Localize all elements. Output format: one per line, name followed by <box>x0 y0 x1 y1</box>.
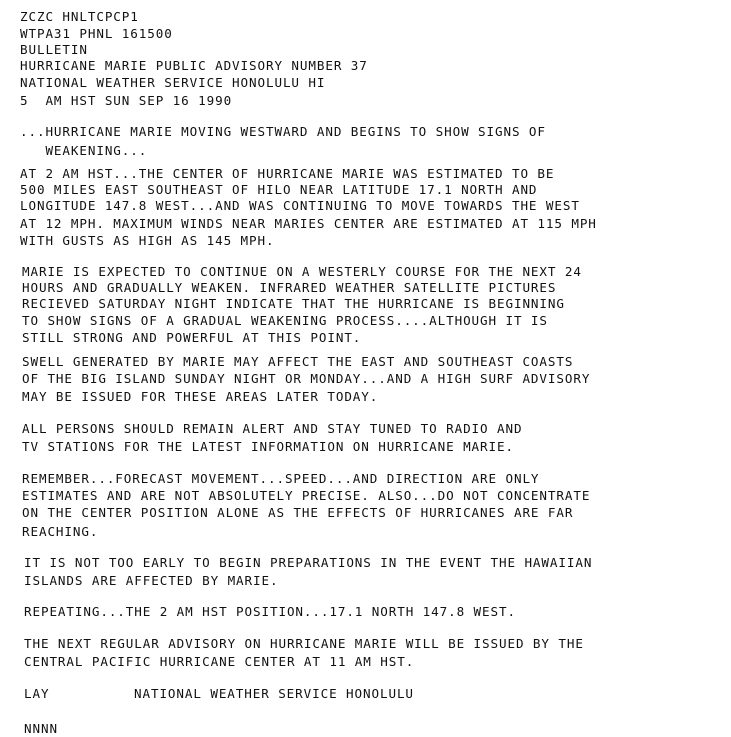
para2-line-4: TO SHOW SIGNS OF A GRADUAL WEAKENING PROCESS....ALTHOUGH IT IS <box>22 313 548 328</box>
para4-line-1: ALL PERSONS SHOULD REMAIN ALERT AND STAY TUNED TO RADIO AND <box>22 421 523 436</box>
para6-line-1: IT IS NOT TOO EARLY TO BEGIN PREPARATIONS IN THE EVENT THE HAWAIIAN <box>24 555 593 570</box>
headline-line-2: WEAKENING... <box>20 143 148 158</box>
header-line-zczc: ZCZC HNLTCPCP1 <box>20 9 139 24</box>
header-line-bulletin: BULLETIN <box>20 42 88 57</box>
advisory-title: HURRICANE MARIE PUBLIC ADVISORY NUMBER 37 <box>20 58 368 73</box>
issuing-office: NATIONAL WEATHER SERVICE HONOLULU HI <box>20 75 326 90</box>
para3-line-1: SWELL GENERATED BY MARIE MAY AFFECT THE EAST AND SOUTHEAST COASTS <box>22 354 574 369</box>
para1-line-4: AT 12 MPH. MAXIMUM WINDS NEAR MARIES CENTER ARE ESTIMATED AT 115 MPH <box>20 216 597 231</box>
para5-line-1: REMEMBER...FORECAST MOVEMENT...SPEED...AND DIRECTION ARE ONLY <box>22 471 540 486</box>
para2-line-2: HOURS AND GRADUALLY WEAKEN. INFRARED WEATHER SATELLITE PICTURES <box>22 280 557 295</box>
para8-line-1: THE NEXT REGULAR ADVISORY ON HURRICANE MARIE WILL BE ISSUED BY THE <box>24 636 584 651</box>
para2-line-5: STILL STRONG AND POWERFUL AT THIS POINT. <box>22 330 362 345</box>
signature-office: NATIONAL WEATHER SERVICE HONOLULU <box>134 686 414 701</box>
end-of-message-marker: NNNN <box>24 721 58 736</box>
para3-line-3: MAY BE ISSUED FOR THESE AREAS LATER TODAY. <box>22 389 379 404</box>
para1-line-1: AT 2 AM HST...THE CENTER OF HURRICANE MARIE WAS ESTIMATED TO BE <box>20 166 555 181</box>
forecaster-initials: LAY <box>24 686 50 701</box>
para1-line-3: LONGITUDE 147.8 WEST...AND WAS CONTINUING TO MOVE TOWARDS THE WEST <box>20 198 580 213</box>
para7-line-1: REPEATING...THE 2 AM HST POSITION...17.1 NORTH 147.8 WEST. <box>24 604 516 619</box>
para1-line-2: 500 MILES EAST SOUTHEAST OF HILO NEAR LATITUDE 17.1 NORTH AND <box>20 182 538 197</box>
headline-line-1: ...HURRICANE MARIE MOVING WESTWARD AND BEGINS TO SHOW SIGNS OF <box>20 124 546 139</box>
issue-time: 5 AM HST SUN SEP 16 1990 <box>20 93 233 108</box>
para5-line-3: ON THE CENTER POSITION ALONE AS THE EFFECTS OF HURRICANES ARE FAR <box>22 505 574 520</box>
para6-line-2: ISLANDS ARE AFFECTED BY MARIE. <box>24 573 279 588</box>
para5-line-4: REACHING. <box>22 524 99 539</box>
para2-line-3: RECIEVED SATURDAY NIGHT INDICATE THAT THE HURRICANE IS BEGINNING <box>22 296 565 311</box>
para4-line-2: TV STATIONS FOR THE LATEST INFORMATION ON HURRICANE MARIE. <box>22 439 514 454</box>
para1-line-5: WITH GUSTS AS HIGH AS 145 MPH. <box>20 233 275 248</box>
para5-line-2: ESTIMATES AND ARE NOT ABSOLUTELY PRECISE. ALSO...DO NOT CONCENTRATE <box>22 488 591 503</box>
para3-line-2: OF THE BIG ISLAND SUNDAY NIGHT OR MONDAY...AND A HIGH SURF ADVISORY <box>22 371 591 386</box>
para2-line-1: MARIE IS EXPECTED TO CONTINUE ON A WESTERLY COURSE FOR THE NEXT 24 <box>22 264 582 279</box>
header-line-wmo: WTPA31 PHNL 161500 <box>20 26 173 41</box>
para8-line-2: CENTRAL PACIFIC HURRICANE CENTER AT 11 AM HST. <box>24 654 415 669</box>
